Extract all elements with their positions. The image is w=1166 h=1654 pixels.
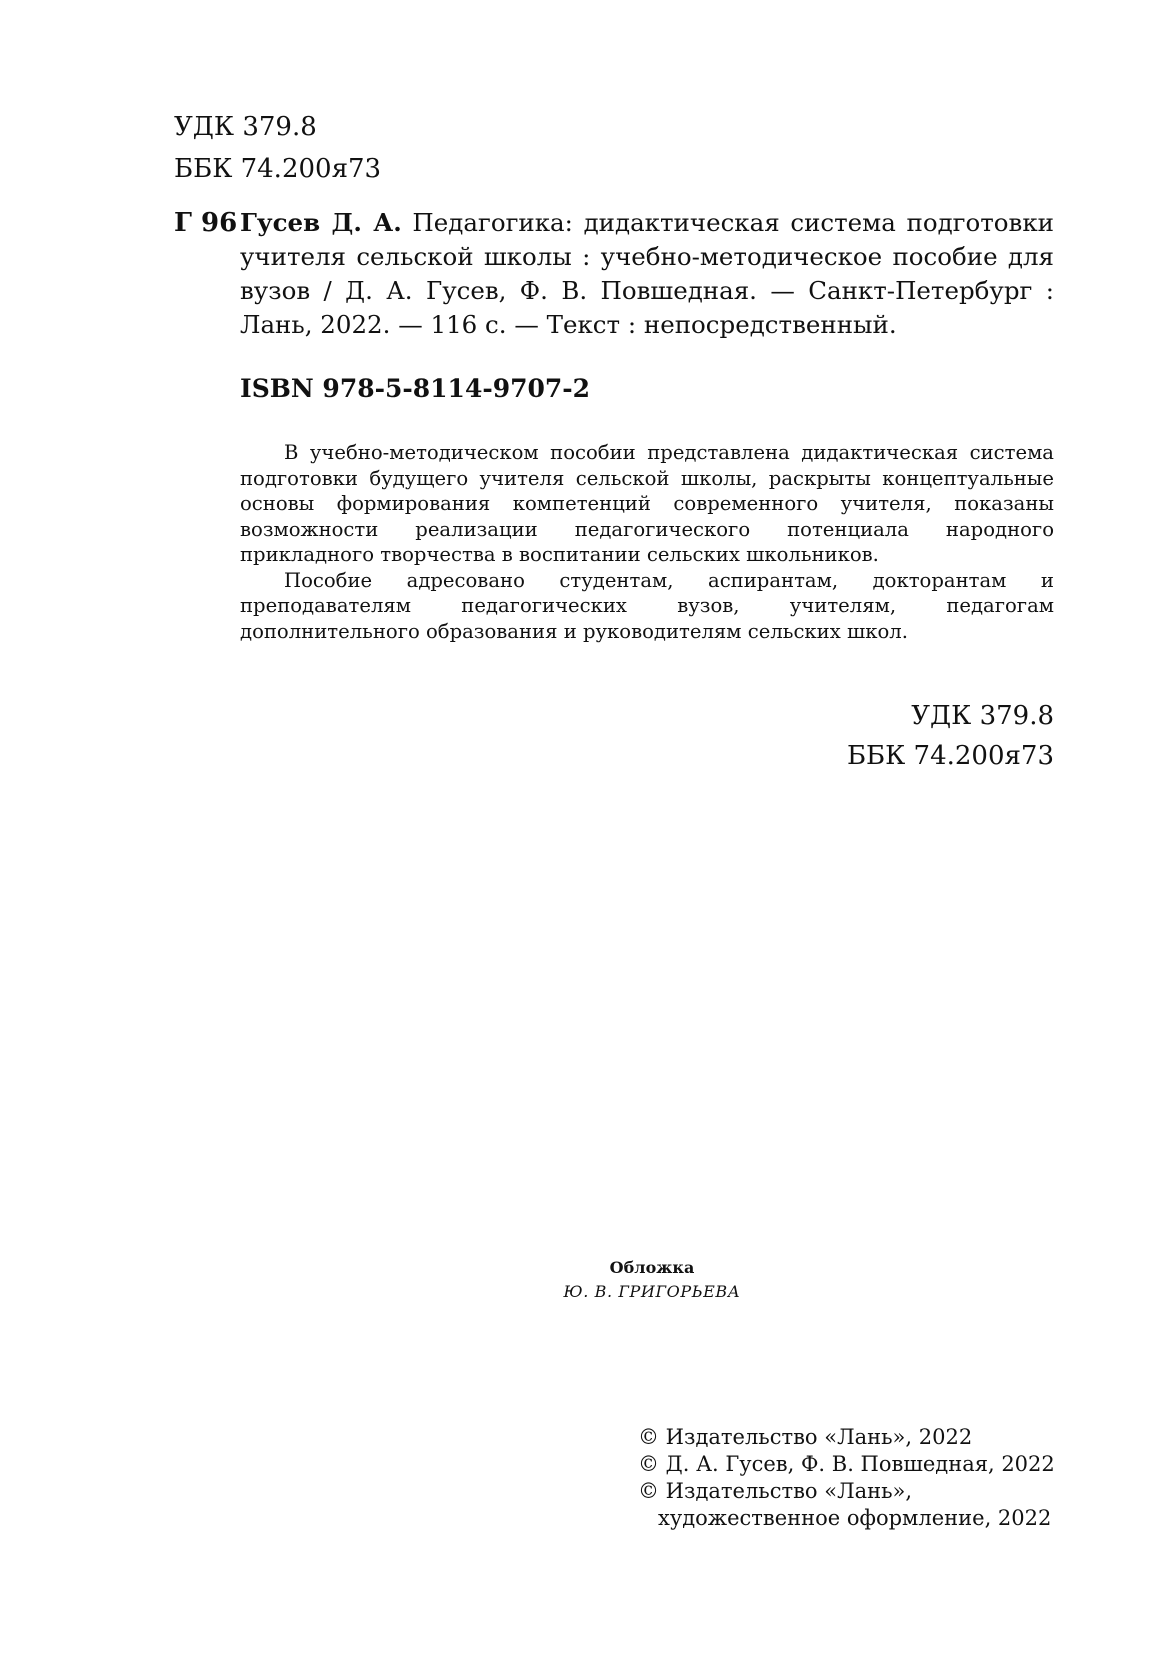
author-mark: Г 96 [174,208,238,238]
bibliographic-text: Педагогика: дидактическая система подготовки учителя сельской школы : учебно-методическое пособие для вузов / Д. А. Гусев, Ф. В. Повшедная. — Санкт-Петербург : Лань, 2022. — 116 с. — Текст : непосредственный. [240,208,1054,339]
copyright-line: © Издательство «Лань», [638,1479,913,1503]
copyright-line: © Д. А. Гусев, Ф. В. Повшедная, 2022 [638,1452,1055,1476]
bbk-code: ББК 74.200я73 [174,154,382,184]
cover-designer: Ю. В. ГРИГОРЬЕВА [563,1282,741,1301]
classification-codes-bottom [847,696,1054,776]
copyright-block [638,1424,1055,1532]
abstract-paragraph: В учебно-методическом пособии представлена дидактическая система подготовки будущего учителя сельской школы, раскрыты концептуальные основы формирования компетенций современного учителя, показаны возможности реализации педагогического потенциала народного прикладного творчества в воспитании сельских школьников. [240,441,1054,566]
udk-code: УДК 379.8 [911,701,1054,731]
cover-label: Обложка [609,1258,695,1277]
copyright-line: © Издательство «Лань», 2022 [638,1425,973,1449]
bbk-code: ББК 74.200я73 [846,741,1054,771]
abstract-paragraph: Пособие адресовано студентам, аспирантам, докторантам и преподавателям педагогических вузов, учителям, педагогам дополнительного образования и руководителям сельских школ. [240,568,1054,643]
classification-codes-top [174,106,381,190]
abstract [240,440,1054,644]
udk-code: УДК 379.8 [174,112,317,142]
isbn: ISBN 978-5-8114-9707-2 [240,374,591,403]
bibliographic-record [240,206,1054,342]
cover-credit [540,1256,764,1304]
bibliographic-author: Гусев Д. А. [240,208,402,237]
copyright-line: художественное оформление, 2022 [658,1506,1052,1530]
